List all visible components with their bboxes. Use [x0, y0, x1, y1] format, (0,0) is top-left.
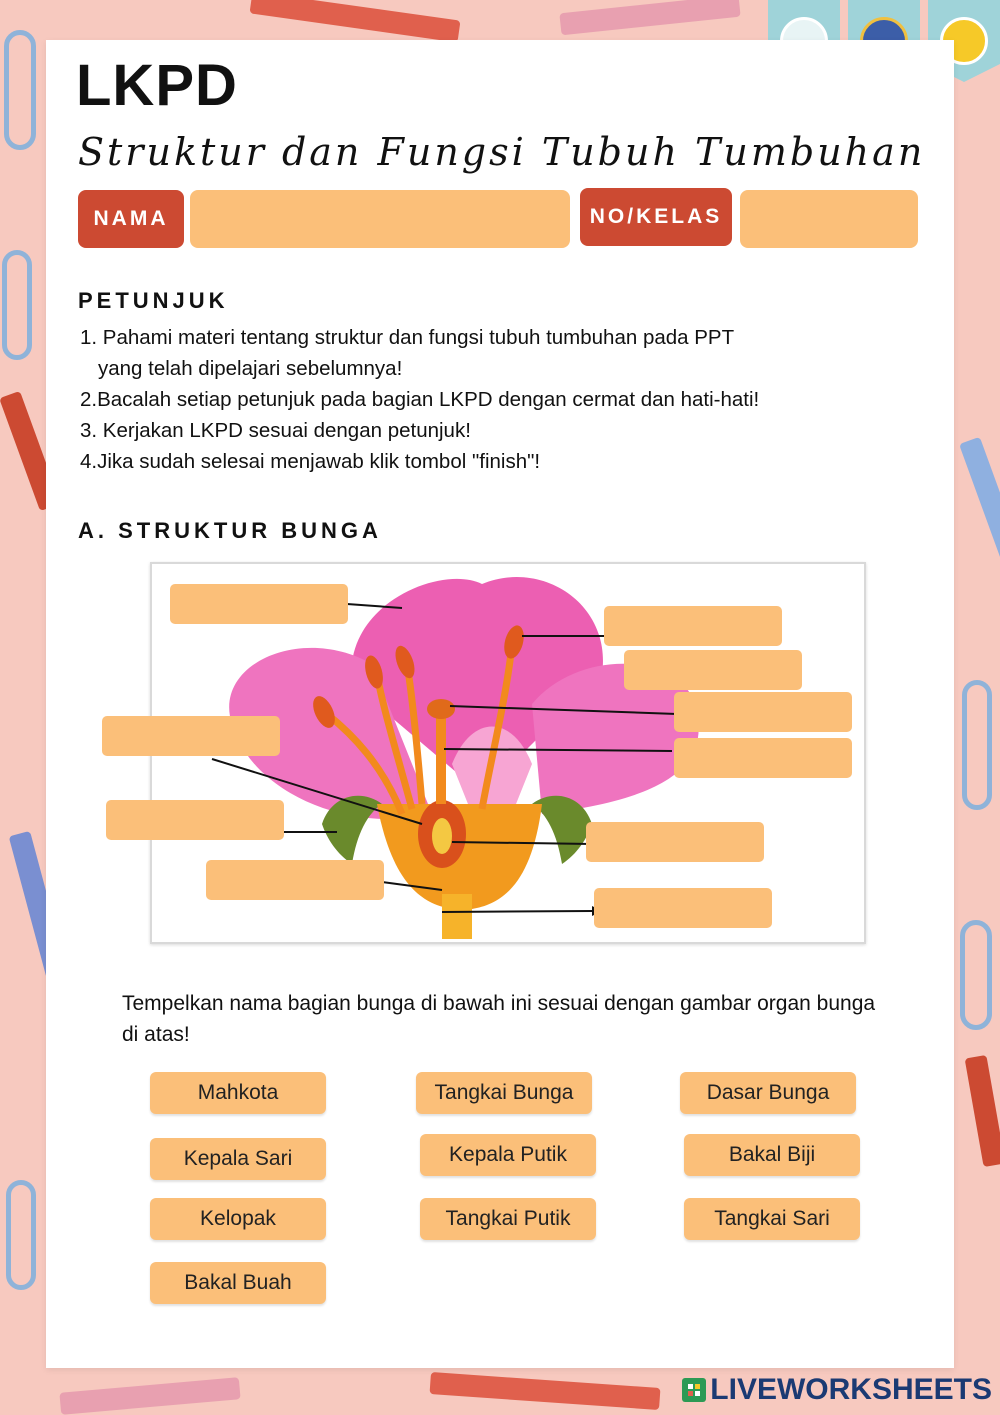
pencil-decoration — [965, 1055, 1000, 1167]
label-box-stigma[interactable] — [674, 692, 852, 732]
style-shape — [436, 714, 446, 804]
answer-chip[interactable]: Tangkai Sari — [684, 1198, 860, 1240]
instruction-item: 2.Bacalah setiap petunjuk pada bagian LKPD dengan cermat dan hati-hati! — [80, 388, 760, 411]
paperclip-decoration — [4, 30, 36, 150]
pencil-decoration — [959, 437, 1000, 585]
paperclip-decoration — [6, 1180, 36, 1290]
label-box-stalk[interactable] — [594, 888, 772, 928]
instruction-item: 4.Jika sudah selesai menjawab klik tombol "finish"! — [80, 450, 541, 473]
stigma-shape — [427, 699, 455, 719]
liveworksheets-logo-icon — [682, 1378, 706, 1402]
answer-chip[interactable]: Tangkai Bunga — [416, 1072, 592, 1114]
answer-chip[interactable]: Bakal Biji — [684, 1134, 860, 1176]
instruction-item: 3. Kerjakan LKPD sesuai dengan petunjuk! — [80, 419, 471, 442]
answer-chip[interactable]: Dasar Bunga — [680, 1072, 856, 1114]
paperclip-decoration — [960, 920, 992, 1030]
answer-chip[interactable]: Kepala Sari — [150, 1138, 326, 1180]
label-box-sepal[interactable] — [106, 800, 284, 840]
class-label: NO/KELAS — [580, 188, 732, 246]
pencil-decoration — [249, 0, 460, 43]
instruction-item: yang telah dipelajari sebelumnya! — [98, 357, 403, 380]
label-box-style[interactable] — [674, 738, 852, 778]
paperclip-decoration — [2, 250, 32, 360]
answer-chip[interactable]: Kepala Putik — [420, 1134, 596, 1176]
answer-chip[interactable]: Tangkai Putik — [420, 1198, 596, 1240]
instruction-item: 1. Pahami materi tentang struktur dan fungsi tubuh tumbuhan pada PPT — [80, 326, 735, 349]
pencil-decoration — [59, 1377, 240, 1415]
section-a-heading: A. STRUKTUR BUNGA — [78, 518, 382, 543]
name-label: NAMA — [78, 190, 184, 248]
flower-stalk — [442, 894, 472, 939]
name-input[interactable] — [190, 190, 570, 248]
instructions-heading: PETUNJUK — [78, 288, 229, 313]
pencil-decoration — [430, 1372, 661, 1410]
liveworksheets-brand[interactable] — [682, 1373, 992, 1407]
answer-chip[interactable]: Mahkota — [150, 1072, 326, 1114]
label-box-filament[interactable] — [624, 650, 802, 690]
task-prompt: Tempelkan nama bagian bunga di bawah ini sesuai dengan gambar organ bunga di atas! — [122, 992, 876, 1046]
ovule-shape — [432, 818, 452, 854]
label-box-receptacle[interactable] — [206, 860, 384, 900]
brand-text: LIVEWORKSHEETS — [710, 1373, 992, 1406]
pencil-decoration — [559, 0, 740, 35]
answer-chip[interactable]: Bakal Buah — [150, 1262, 326, 1304]
page-subtitle: Struktur dan Fungsi Tubuh Tumbuhan — [78, 130, 926, 174]
paperclip-decoration — [962, 680, 992, 810]
class-input[interactable] — [740, 190, 918, 248]
page-title: LKPD — [76, 53, 238, 118]
label-box-ovule[interactable] — [102, 716, 280, 756]
answer-chip[interactable]: Kelopak — [150, 1198, 326, 1240]
label-box-ovary[interactable] — [586, 822, 764, 862]
instructions-list — [80, 322, 930, 477]
label-box-petal[interactable] — [170, 584, 348, 624]
label-box-anther[interactable] — [604, 606, 782, 646]
flower-diagram — [150, 562, 866, 944]
